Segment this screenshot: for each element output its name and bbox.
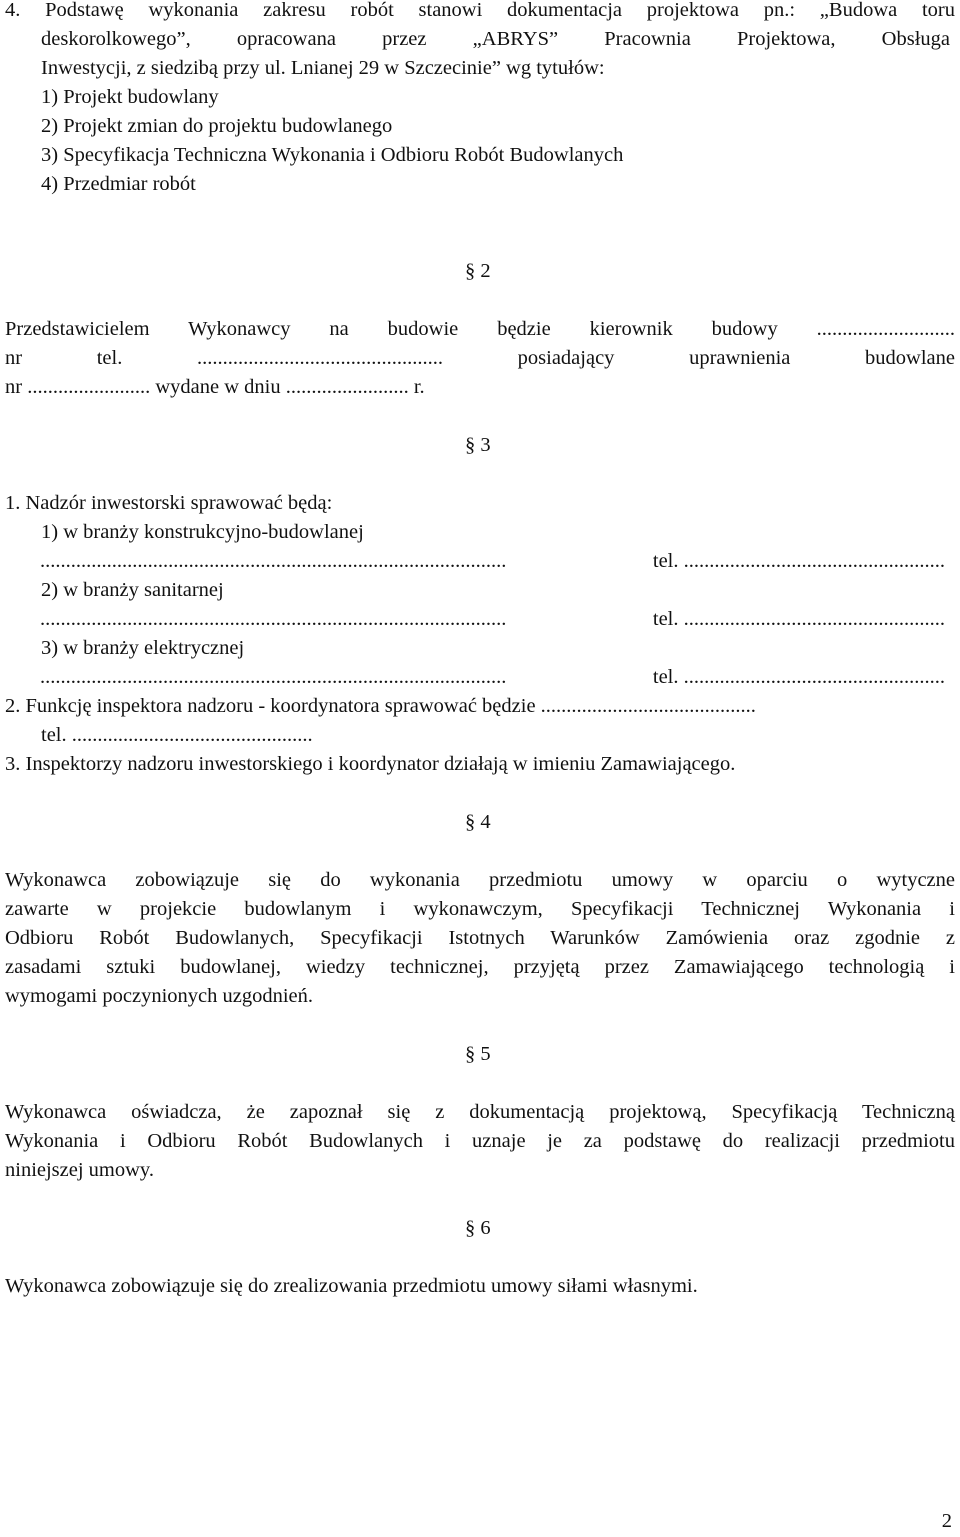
section4-line-1: Wykonawca zobowiązuje się do wykonania przedmiotu umowy w oparciu o wytyczne bbox=[5, 869, 955, 891]
branch-3-label: 3) w branży elektrycznej bbox=[41, 637, 245, 659]
section3-point2-tel: tel. ............................................... bbox=[41, 724, 313, 746]
section2-line3: nr ........................ wydane w dniu ........................ r. bbox=[5, 376, 425, 398]
section4-line-2: zawarte w projekcie budowlanym i wykonawczym, Specyfikacji Technicznej Wykonania i bbox=[5, 898, 955, 920]
section4-line-3: Odbioru Robót Budowlanych, Specyfikacji Istotnych Warunków Zamówienia oraz zgodnie z bbox=[5, 927, 955, 949]
branch-2-label: 2) w branży sanitarnej bbox=[41, 579, 224, 601]
section5-line-3: niniejszej umowy. bbox=[5, 1159, 154, 1181]
item4-line2 bbox=[5, 25, 955, 54]
section5-line-1: Wykonawca oświadcza, że zapoznał się z dokumentacją projektową, Specyfikacją Techniczną bbox=[5, 1101, 955, 1123]
item4-title-3: 3) Specyfikacja Techniczna Wykonania i Odbioru Robót Budowlanych bbox=[41, 144, 624, 166]
branch-2-name-dots: ........................................................................................... bbox=[40, 608, 507, 630]
section6-heading: § 6 bbox=[465, 1217, 491, 1239]
item4-line3: Inwestycji, z siedzibą przy ul. Lnianej 29 w Szczecinie” wg tytułów: bbox=[41, 57, 605, 79]
item4-line2-text: deskorolkowego”, opracowana przez „ABRYS” Pracownia Projektowa, Obsługa bbox=[41, 28, 950, 50]
section4-line-4: zasadami sztuki budowlanej, wiedzy technicznej, przyjętą przez Zamawiającego technologią i bbox=[5, 956, 955, 978]
section3-heading: § 3 bbox=[465, 434, 491, 456]
section3-point2: 2. Funkcję inspektora nadzoru - koordynatora sprawować będzie .......................................... bbox=[5, 695, 756, 717]
branch-1-label: 1) w branży konstrukcyjno-budowlanej bbox=[41, 521, 364, 543]
item4-title-4: 4) Przedmiar robót bbox=[41, 173, 196, 195]
section3-point1: 1. Nadzór inwestorski sprawować będą: bbox=[5, 492, 333, 514]
section4-line-5: wymogami poczynionych uzgodnień. bbox=[5, 985, 314, 1007]
section3-point3: 3. Inspektorzy nadzoru inwestorskiego i koordynator działają w imieniu Zamawiającego. bbox=[5, 753, 736, 775]
branch-1-tel: tel. ................................................... bbox=[652, 550, 945, 572]
page-number: 2 bbox=[941, 1510, 952, 1532]
section5-heading: § 5 bbox=[465, 1043, 491, 1065]
branch-1-name-dots: ........................................................................................... bbox=[40, 550, 507, 572]
section2-line1: Przedstawicielem Wykonawcy na budowie będzie kierownik budowy ........................... bbox=[5, 318, 955, 340]
section2-heading: § 2 bbox=[465, 260, 491, 282]
section4-heading: § 4 bbox=[465, 811, 491, 833]
branch-2-tel: tel. ................................................... bbox=[652, 608, 945, 630]
item4-title-1: 1) Projekt budowlany bbox=[41, 86, 219, 108]
section5-line-2: Wykonania i Odbioru Robót Budowlanych i uznaje je za podstawę do realizacji przedmiotu bbox=[5, 1130, 955, 1152]
section2-line2: nr tel. ................................................ posiadający uprawnienia budowlane bbox=[5, 347, 955, 369]
branch-3-tel: tel. ................................................... bbox=[652, 666, 945, 688]
item4-title-2: 2) Projekt zmian do projektu budowlanego bbox=[41, 115, 393, 137]
item4-line1: 4. Podstawę wykonania zakresu robót stanowi dokumentacja projektowa pn.: „Budowa toru bbox=[5, 0, 955, 21]
section6-text: Wykonawca zobowiązuje się do zrealizowania przedmiotu umowy siłami własnymi. bbox=[5, 1275, 698, 1297]
branch-3-name-dots: ........................................................................................... bbox=[40, 666, 507, 688]
